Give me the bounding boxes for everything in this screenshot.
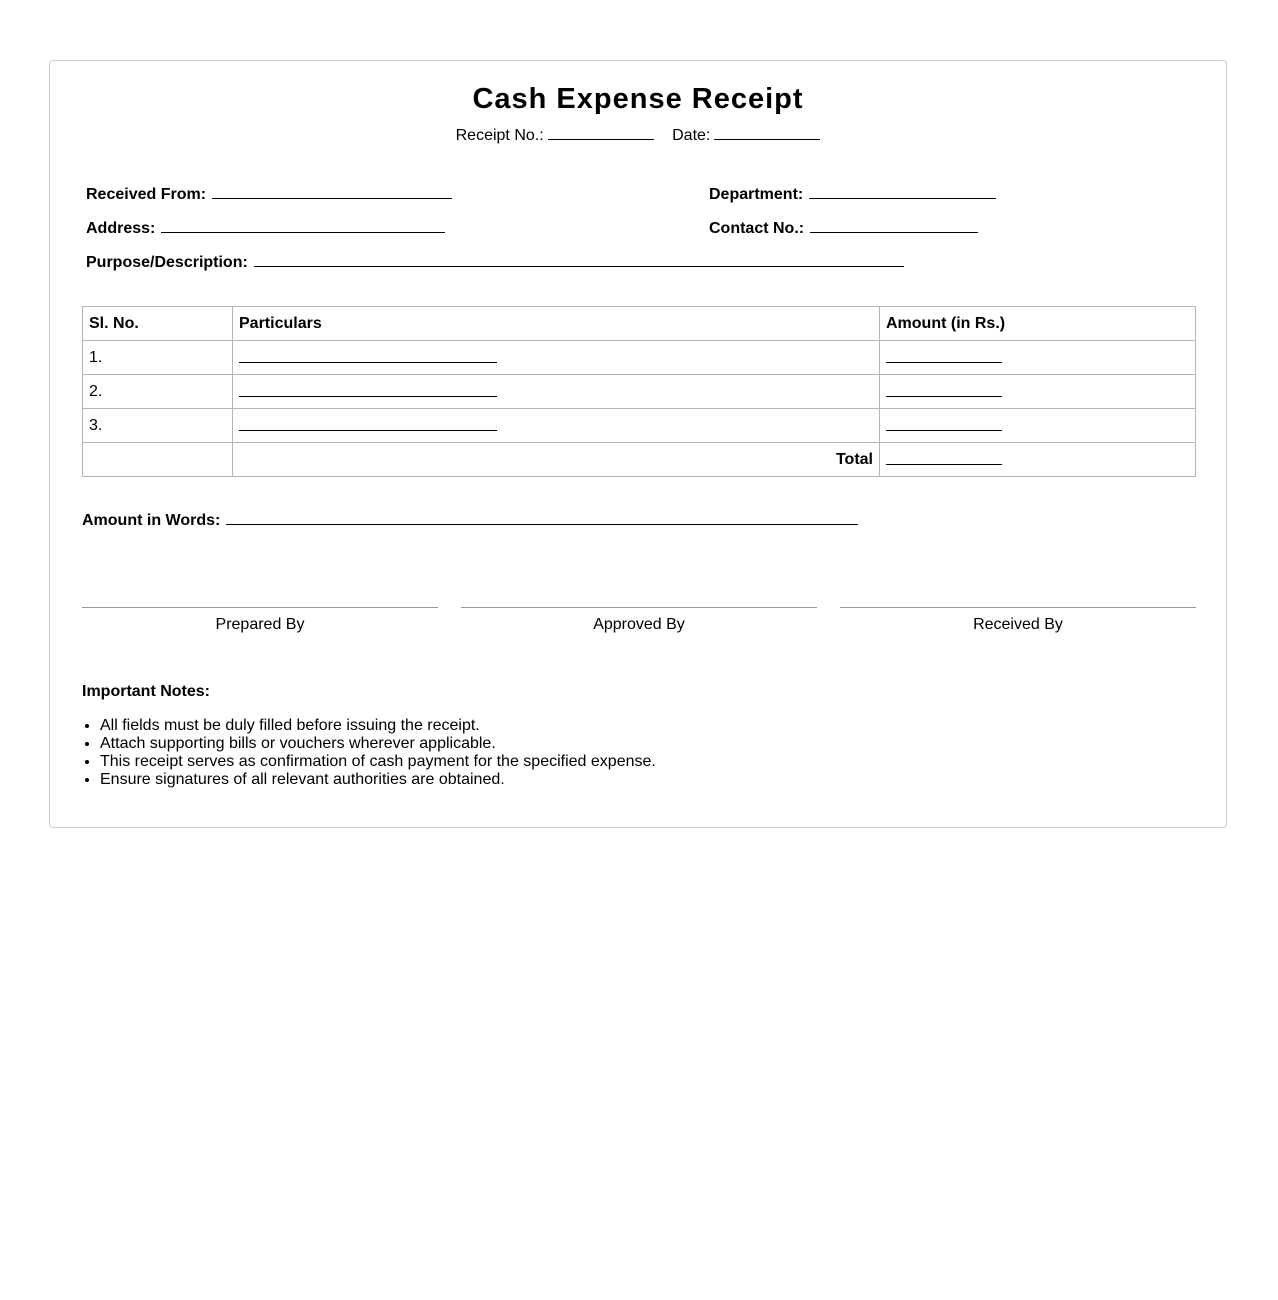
total-amount-cell [880, 443, 1196, 477]
amount-cell [880, 341, 1196, 375]
list-item: • This receipt serves as confirmation of cash payment for the specified expense. [100, 753, 656, 771]
prepared-by-label: Prepared By [215, 616, 305, 633]
header-particulars: Particulars [233, 307, 880, 341]
received-from-label: Received From: [86, 186, 207, 203]
contact-label: Contact No.: [709, 220, 805, 237]
contact-field [709, 218, 978, 238]
list-item: • Ensure signatures of all relevant authorities are obtained. [100, 771, 656, 789]
received-by-label: Received By [973, 616, 1063, 633]
department-input[interactable] [809, 184, 996, 199]
amount-in-words-label: Amount in Words: [82, 512, 221, 529]
department-label: Department: [709, 186, 804, 203]
sl-no-cell: 2. [83, 375, 233, 409]
particulars-cell [233, 375, 880, 409]
address-input[interactable] [161, 218, 445, 233]
receipt-no-label: Receipt No.: [455, 127, 544, 144]
approved-by-signature[interactable] [461, 607, 817, 634]
total-row [83, 443, 1196, 477]
address-label: Address: [86, 220, 156, 237]
amount-in-words-field [82, 510, 858, 530]
particulars-input[interactable] [239, 416, 497, 431]
receipt-form [49, 60, 1227, 828]
sl-no-cell: 1. [83, 341, 233, 375]
total-amount-input[interactable] [886, 450, 1002, 465]
total-empty-cell [83, 443, 233, 477]
notes-title: Important Notes: [82, 683, 210, 700]
approved-by-label: Approved By [593, 616, 685, 633]
amount-cell [880, 409, 1196, 443]
table-row [83, 409, 1196, 443]
particulars-input[interactable] [239, 382, 497, 397]
amount-cell [880, 375, 1196, 409]
contact-input[interactable] [810, 218, 978, 233]
purpose-label: Purpose/Description: [86, 254, 248, 271]
total-label: Total [233, 443, 880, 477]
address-field [86, 218, 445, 238]
date-field [672, 125, 820, 145]
amount-in-words-input[interactable] [226, 510, 858, 525]
purpose-input[interactable] [254, 252, 904, 267]
amount-input[interactable] [886, 382, 1002, 397]
particulars-cell [233, 341, 880, 375]
particulars-cell [233, 409, 880, 443]
list-item: • Attach supporting bills or vouchers wherever applicable. [100, 735, 656, 753]
notes-list [82, 717, 656, 789]
purpose-field [86, 252, 904, 272]
sl-no-cell: 3. [83, 409, 233, 443]
header-amount: Amount (in Rs.) [880, 307, 1196, 341]
table-header-row [83, 307, 1196, 341]
amount-input[interactable] [886, 416, 1002, 431]
particulars-input[interactable] [239, 348, 497, 363]
table-row [83, 341, 1196, 375]
receipt-no-input[interactable] [548, 125, 654, 140]
receipt-title: Cash Expense Receipt [472, 83, 804, 115]
received-by-signature[interactable] [840, 607, 1196, 634]
header-sl-no: Sl. No. [83, 307, 233, 341]
received-from-input[interactable] [212, 184, 452, 199]
prepared-by-signature[interactable] [82, 607, 438, 634]
table-row [83, 375, 1196, 409]
receipt-subheader [50, 125, 1226, 145]
department-field [709, 184, 996, 204]
receipt-no-field [456, 125, 654, 145]
amount-input[interactable] [886, 348, 1002, 363]
particulars-table [82, 306, 1196, 477]
received-from-field [86, 184, 452, 204]
list-item: • All fields must be duly filled before issuing the receipt. [100, 717, 656, 735]
date-input[interactable] [714, 125, 820, 140]
date-label: Date: [672, 127, 711, 144]
